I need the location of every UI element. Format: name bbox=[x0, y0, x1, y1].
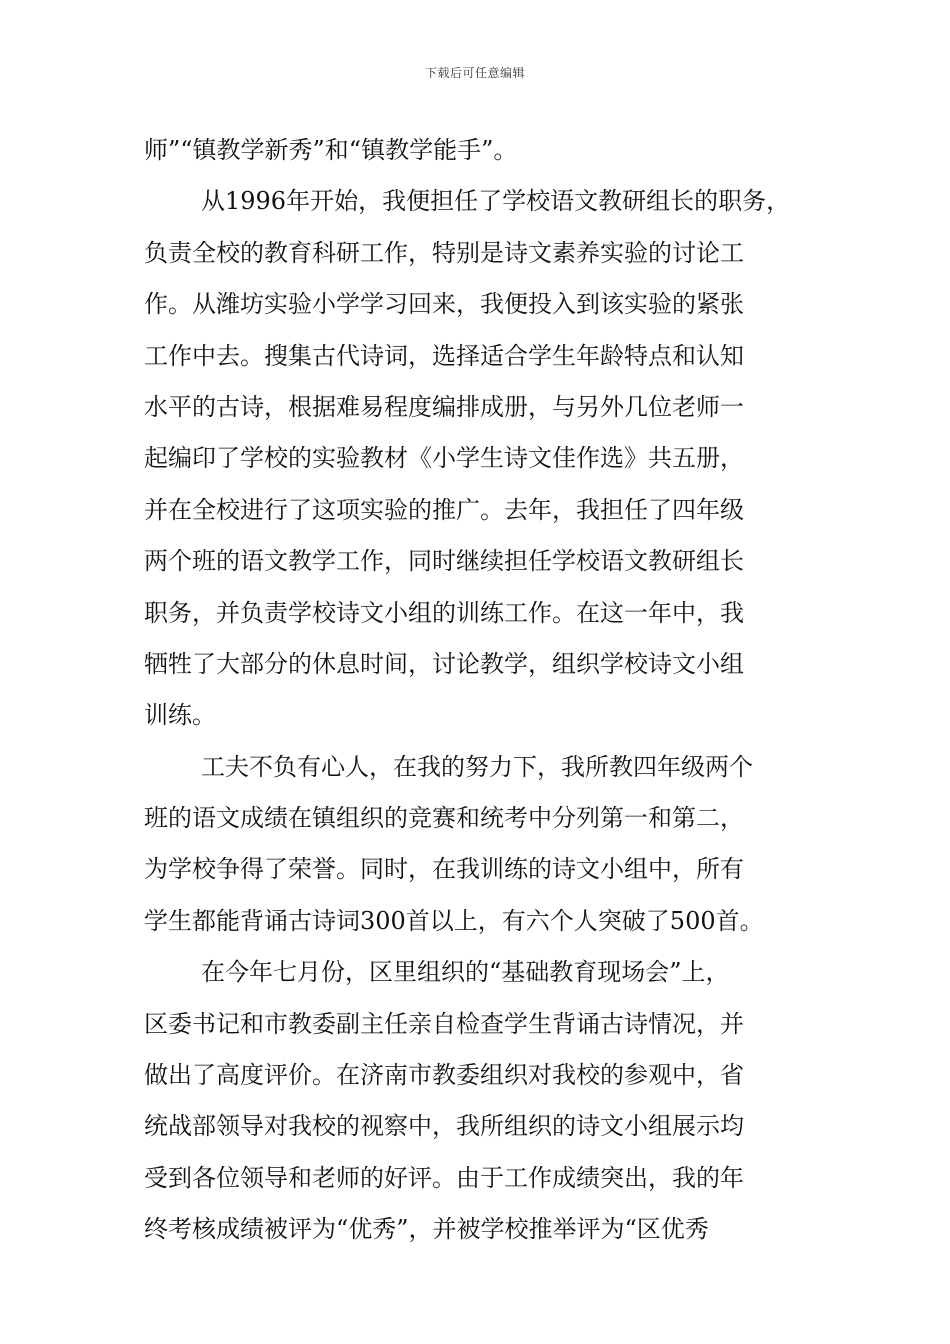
text-line: 为学校争得了荣誉。同时，在我训练的诗文小组中，所有 bbox=[144, 855, 744, 884]
text-line: 师”“镇教学新秀”和“镇教学能手”。 bbox=[144, 136, 518, 164]
document-body bbox=[144, 125, 816, 1256]
text-line: 并在全校进行了这项实验的推广。去年，我担任了四年级 bbox=[144, 495, 744, 524]
paragraph-first-line: 从1996年开始，我便担任了学校语文教研组长的职务， bbox=[201, 187, 791, 216]
text-line: 做出了高度评价。在济南市教委组织对我校的参观中，省 bbox=[144, 1061, 744, 1090]
text-line: 牺牲了大部分的休息时间，讨论教学，组织学校诗文小组 bbox=[144, 649, 744, 678]
text-line: 训练。 bbox=[144, 701, 216, 730]
text-line: 终考核成绩被评为“优秀”，并被学校推举评为“区优秀 bbox=[144, 1215, 709, 1244]
text-line: 学生都能背诵古诗词300首以上，有六个人突破了500首。 bbox=[144, 906, 764, 935]
text-line: 起编印了学校的实验教材《小学生诗文佳作选》共五册， bbox=[144, 444, 744, 473]
paragraph-first-line: 在今年七月份，区里组织的“基础教育现场会”上， bbox=[201, 958, 730, 987]
page-header: 下载后可任意编辑 bbox=[424, 66, 525, 80]
text-line: 负责全校的教育科研工作，特别是诗文素养实验的讨论工 bbox=[144, 238, 744, 267]
text-line: 工作中去。搜集古代诗词，选择适合学生年龄特点和认知 bbox=[144, 341, 744, 370]
text-line: 班的语文成绩在镇组织的竞赛和统考中分列第一和第二， bbox=[144, 804, 744, 833]
text-line: 水平的古诗，根据难易程度编排成册，与另外几位老师一 bbox=[144, 392, 744, 421]
text-line: 统战部领导对我校的视察中，我所组织的诗文小组展示均 bbox=[144, 1112, 744, 1141]
paragraph-first-line: 工夫不负有心人，在我的努力下，我所教四年级两个 bbox=[201, 752, 753, 781]
text-line: 职务，并负责学校诗文小组的训练工作。在这一年中，我 bbox=[144, 598, 744, 627]
text-line: 作。从潍坊实验小学学习回来，我便投入到该实验的紧张 bbox=[144, 290, 744, 319]
text-line: 区委书记和市教委副主任亲自检查学生背诵古诗情况，并 bbox=[144, 1009, 744, 1038]
text-line: 两个班的语文教学工作，同时继续担任学校语文教研组长 bbox=[144, 547, 744, 576]
text-line: 受到各位领导和老师的好评。由于工作成绩突出，我的年 bbox=[144, 1163, 744, 1192]
